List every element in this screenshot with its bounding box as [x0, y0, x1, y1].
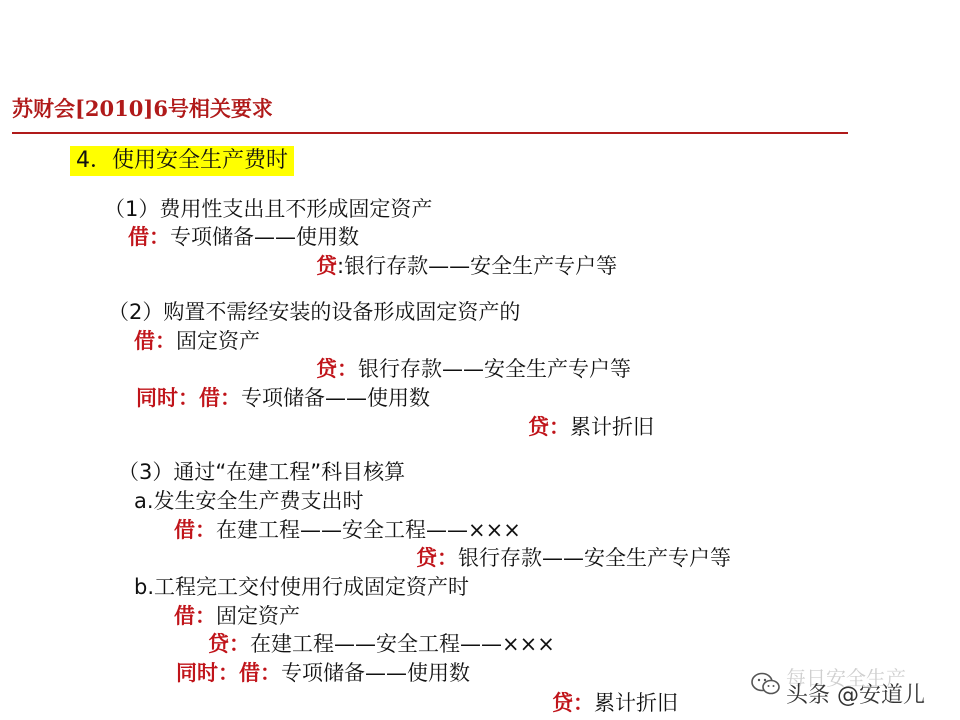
credit-label: 贷： — [208, 632, 250, 656]
watermark-faint-text: 每日安全生产 — [786, 666, 906, 690]
item-3a-debit — [174, 517, 521, 543]
credit-text: :银行存款——安全生产专户等 — [337, 254, 618, 278]
debit-text: 专项储备——使用数 — [170, 225, 359, 249]
item-3a-credit — [416, 545, 731, 571]
wechat-icon — [750, 670, 782, 698]
debit-text: 固定资产 — [176, 329, 260, 353]
debit-label: 借： — [134, 329, 176, 353]
also-debit-label: 同时：借： — [136, 386, 241, 410]
debit-text: 固定资产 — [216, 604, 300, 628]
slide-title: 苏财会[2010]6号相关要求 — [12, 96, 273, 121]
item-2-also-debit — [136, 385, 430, 411]
item-1-debit — [128, 224, 359, 250]
debit-label: 借： — [174, 604, 216, 628]
also-credit-text: 累计折旧 — [570, 415, 654, 439]
item-1-credit — [316, 253, 617, 279]
credit-text: 银行存款——安全生产专户等 — [358, 357, 631, 381]
item-2-title: （2）购置不需经安装的设备形成固定资产的 — [108, 300, 521, 324]
item-2-debit — [134, 328, 260, 354]
title-divider — [12, 132, 848, 134]
item-3-title: （3）通过“在建工程”科目核算 — [118, 460, 406, 484]
credit-label: 贷： — [316, 357, 358, 381]
item-2-credit — [316, 356, 631, 382]
item-3a-title: a.发生安全生产费支出时 — [134, 489, 364, 513]
debit-text: 在建工程——安全工程——××× — [216, 518, 521, 542]
item-3b-debit — [174, 603, 300, 629]
also-credit-label: 贷： — [528, 415, 570, 439]
credit-text: 在建工程——安全工程——××× — [250, 632, 555, 656]
item-1-title: （1）费用性支出且不形成固定资产 — [104, 197, 433, 221]
item-2-also-credit — [528, 414, 654, 440]
also-credit-text: 累计折旧 — [594, 691, 678, 715]
section-heading: 4．使用安全生产费时 — [70, 146, 294, 176]
item-3b-title: b.工程完工交付使用行成固定资产时 — [134, 575, 470, 599]
also-debit-text: 专项储备——使用数 — [281, 661, 470, 685]
item-3b-also-debit — [176, 660, 470, 686]
item-3b-also-credit — [552, 690, 678, 716]
item-3b-credit — [208, 631, 555, 657]
credit-text: 银行存款——安全生产专户等 — [458, 546, 731, 570]
also-debit-label: 同时：借： — [176, 661, 281, 685]
watermark-main-text: 头条 @安道儿 — [786, 683, 925, 708]
credit-label: 贷 — [316, 254, 337, 278]
also-debit-text: 专项储备——使用数 — [241, 386, 430, 410]
also-credit-label: 贷： — [552, 691, 594, 715]
debit-label: 借： — [128, 225, 170, 249]
debit-label: 借： — [174, 518, 216, 542]
credit-label: 贷： — [416, 546, 458, 570]
